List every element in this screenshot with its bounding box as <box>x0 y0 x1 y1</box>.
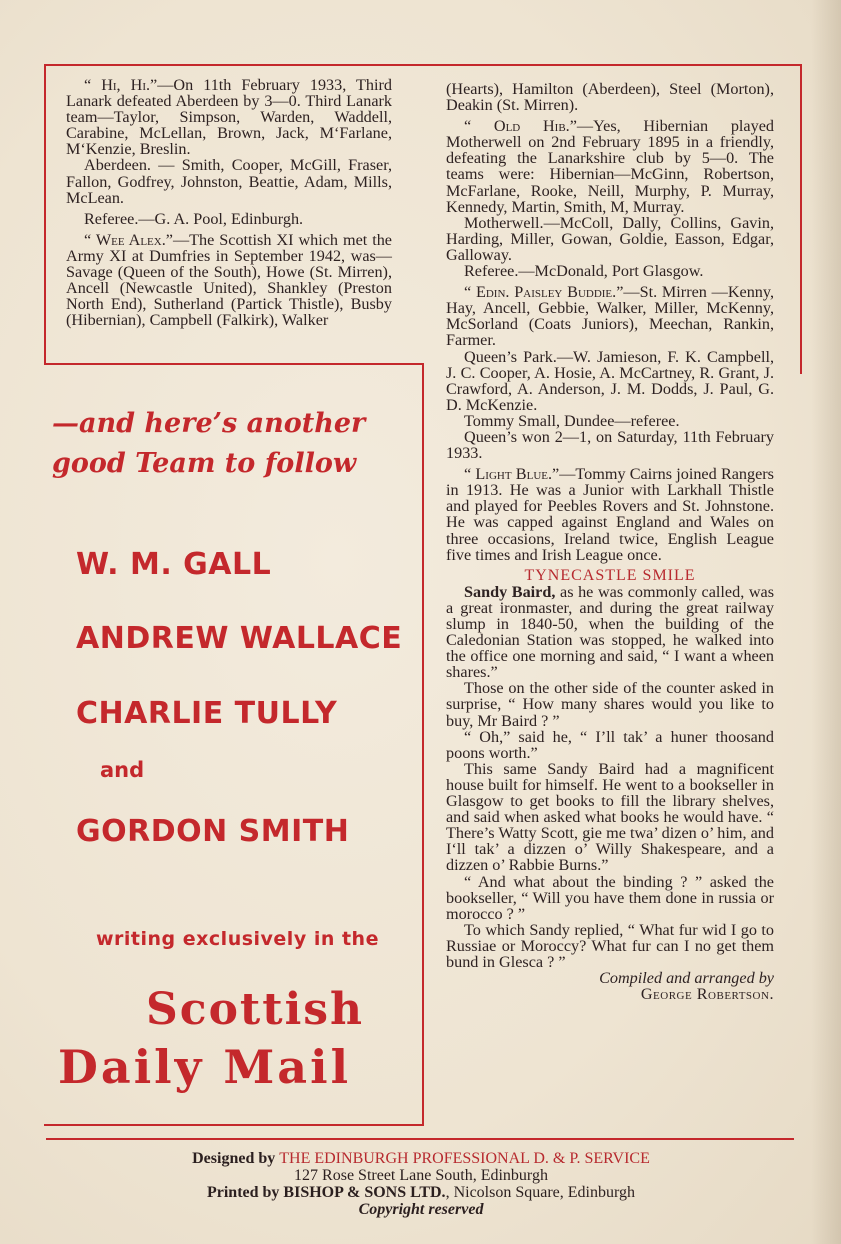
paragraph-queens-park-team: Queen’s Park.—W. Jamieson, F. K. Campbell, J. C. Cooper, A. Hosie, A. McCartney, R. Grant, J. Crawford, A. Anderson, J. M. Dodds, J. Paul, G. D. McKenzie. <box>446 347 774 414</box>
story-paragraph-2: Those on the other side of the counter asked in surprise, “ How many shares would you like to buy, Mr Baird ? ” <box>446 679 774 730</box>
story-paragraph-5: “ And what about the binding ? ” asked the bookseller, “ Will you have them done in russia or morocco ? ” <box>446 872 774 923</box>
paragraph-light-blue: “ Light Blue.”—Tommy Cairns joined Rangers in 1913. He was a Junior with Larkhall Thistle and played for Peebles Rovers and St. Johnstone. He was capped against England and Wales on three occasions, Ireland twice, English League five times and Irish League once. <box>446 465 774 564</box>
footer-copyright: Copyright reserved <box>358 1201 484 1218</box>
title-wee-alex: “ Wee Alex.” <box>84 230 173 249</box>
printer-footer <box>46 1150 796 1218</box>
center-divider-rule <box>422 364 424 1126</box>
story-paragraph-4: This same Sandy Baird had a magnificent house built for himself. He went to a bookseller in Glasgow to get books to fill the library shelves, and said when asked what books he would have. “ There’s Watty Scott, gie me twa’ dizen o’ him, and I‘ll tak’ a dizzen o’ Willy Shakespeare, and a dizzen o’ Rabbie Burns.” <box>446 759 774 875</box>
title-old-hib: “ Old Hib.” <box>464 117 577 136</box>
top-rule <box>44 64 801 66</box>
story-paragraph-1: Sandy Baird, as he was commonly called, was a great ironmaster, and during the great railway slump in 1840-50, when the building of the Caledonian Station was stopped, he walked into the office one morning and said, “ I want a wheen shares.” <box>446 582 774 682</box>
masthead-daily-mail: Daily Mail <box>58 1040 352 1094</box>
ad-box-bottom-rule <box>44 1124 424 1126</box>
title-light-blue: “ Light Blue.” <box>464 465 560 484</box>
sandy-baird-name: Sandy Baird, <box>464 582 556 601</box>
paragraph-wee-alex: “ Wee Alex.”—The Scottish XI which met the Army XI at Dumfries in September 1942, was—Savage (Queen of the South), Howe (St. Mirren), Ancell (Newcastle United), Shankley (Preston North End), Sutherland (Partick Thistle), Busby (Hibernian), Campbell (Falkirk), Walker <box>66 230 392 330</box>
ad-tagline <box>52 404 422 484</box>
paragraph-aberdeen-team: Aberdeen. — Smith, Cooper, McGill, Fraser, Fallon, Godfrey, Johnston, Beattie, Adam, Mills, McLean. <box>66 156 392 207</box>
paragraph-old-hib: “ Old Hib.”—Yes, Hibernian played Motherwell on 2nd February 1895 in a friendly, defeating the Lanarkshire club by 5—0. The teams were: Hibernian—McGinn, Robertson, McFarlane, Rooke, Neill, Murphy, P. Murray, Kennedy, Martin, Smith, M, Murray. <box>446 117 774 216</box>
ad-writer-name-2: ANDREW WALLACE <box>76 621 403 656</box>
ad-and: and <box>100 758 145 782</box>
footer-rule <box>46 1138 794 1140</box>
compiled-by-credit: Compiled and arranged by <box>599 969 774 988</box>
paragraph-edin-paisley-buddie: “ Edin. Paisley Buddie.”—St. Mirren —Kenny, Hay, Ancell, Gebbie, Walker, Miller, McKenny, McSorland (Coats Juniors), Meechan, Rankin, Farmer. <box>446 283 774 350</box>
paragraph-referee-mcdonald: Referee.—McDonald, Port Glasgow. <box>464 262 704 281</box>
ad-writer-name-3: CHARLIE TULLY <box>76 696 338 731</box>
ad-writer-name-1: W. M. GALL <box>76 547 272 582</box>
title-hi-hi: “ Hi, Hi.” <box>84 76 158 94</box>
right-article-column <box>446 81 774 1002</box>
left-article-column <box>66 77 392 328</box>
paragraph-referee-pool: Referee.—G. A. Pool, Edinburgh. <box>84 209 304 228</box>
ad-tagline-line-1: —and here’s another <box>52 408 366 439</box>
story-paragraph-6: To which Sandy replied, “ What fur wid I go to Russiae or Moroccy? What fur can I no get them bund in Glesca ? ” <box>446 920 774 971</box>
paragraph-queens-won: Queen’s won 2—1, on Saturday, 11th February 1933. <box>446 427 774 463</box>
paragraph-motherwell-team: Motherwell.—McColl, Dally, Collins, Gavin, Harding, Miller, Gowan, Goldie, Easson, Edgar, Galloway. <box>446 213 774 264</box>
ad-writer-name-4: GORDON SMITH <box>76 814 350 849</box>
title-edin-paisley-buddie: “ Edin. Paisley Buddie.” <box>464 283 624 302</box>
page-spine-shadow <box>811 0 841 1244</box>
ad-writing-exclusively: writing exclusively in the <box>96 928 379 950</box>
paragraph-hearts-continued: (Hearts), Hamilton (Aberdeen), Steel (Morton), Deakin (St. Mirren). <box>446 80 774 115</box>
story-paragraph-3: “ Oh,” said he, “ I’ll tak’ a huner thoosand poons worth.” <box>446 727 774 762</box>
paragraph-hi-hi: “ Hi, Hi.”—On 11th February 1933, Third Lanark defeated Aberdeen by 3—0. Third Lanark team—Taylor, Simpson, Warden, Waddell, Carabine, McLellan, Brown, Jack, M‘Farlane, M‘Kenzie, Breslin. <box>66 76 392 159</box>
paragraph-referee-small: Tommy Small, Dundee—referee. <box>464 411 680 430</box>
tynecastle-smile-heading: TYNECASTLE SMILE <box>524 566 696 584</box>
footer-designed-by: Designed by THE EDINBURGH PROFESSIONAL D. & P. SERVICE <box>192 1150 650 1167</box>
footer-address: 127 Rose Street Lane South, Edinburgh <box>294 1167 548 1184</box>
masthead-scottish: Scottish <box>146 984 365 1035</box>
footer-printed-by: Printed by BISHOP & SONS LTD., Nicolson Square, Edinburgh <box>206 1184 636 1201</box>
left-box-bottom-rule <box>44 363 424 365</box>
author-credit: George Robertson. <box>640 985 774 1004</box>
ad-tagline-line-2: good Team to follow <box>52 448 357 479</box>
left-box-left-rule <box>44 64 46 364</box>
right-edge-rule <box>800 64 802 374</box>
